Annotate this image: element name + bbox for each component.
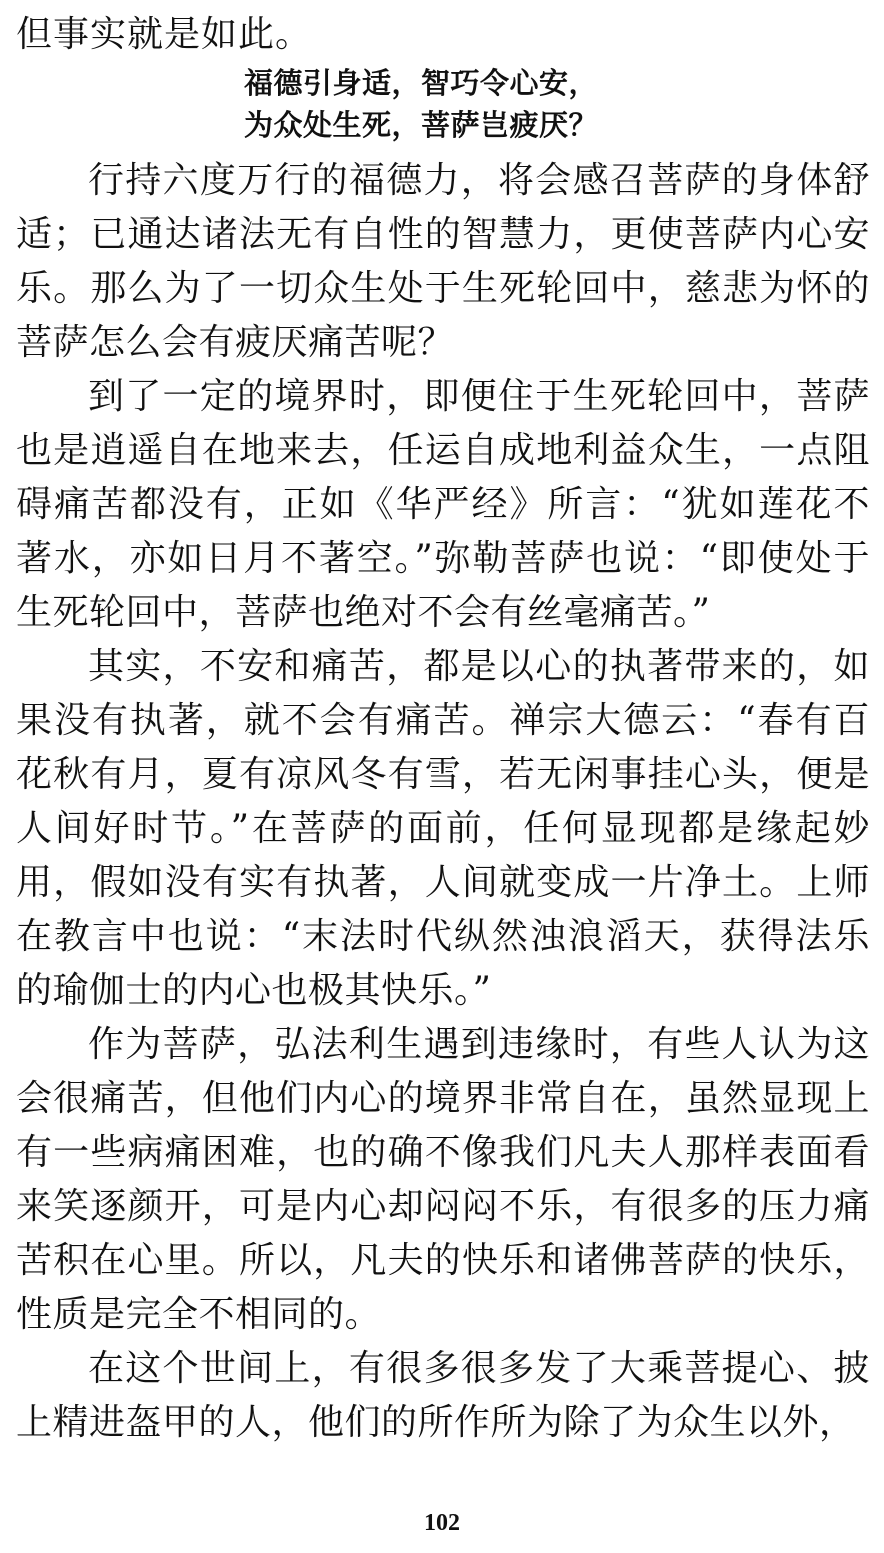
- verse-line-2: 为众处生死，菩萨岂疲厌？: [244, 108, 599, 142]
- page-number: 102: [424, 1510, 460, 1536]
- verse-block: [244, 62, 870, 146]
- verse-line-1: 福德引身适，智巧令心安，: [244, 66, 599, 100]
- paragraph-4: 作为菩萨，弘法利生遇到违缘时，有些人认为这会很痛苦，但他们内心的境界非常自在，虽然显现上有一些病痛困难，也的确不像我们凡夫人那样表面看来笑逐颜开，可是内心却闷闷不乐，有很多的压力痛苦积在心里。所以，凡夫的快乐和诸佛菩萨的快乐，性质是完全不相同的。: [16, 1024, 870, 1335]
- paragraph-2: 到了一定的境界时，即便住于生死轮回中，菩萨也是逍遥自在地来去，任运自成地利益众生，一点阻碍痛苦都没有，正如《华严经》所言：“犹如莲花不著水，亦如日月不著空。”弥勒菩萨也说：“即使处于生死轮回中，菩萨也绝对不会有丝毫痛苦。”: [16, 376, 870, 633]
- opening-line: 但事实就是如此。: [16, 14, 313, 55]
- paragraph-3: 其实，不安和痛苦，都是以心的执著带来的，如果没有执著，就不会有痛苦。禅宗大德云：“春有百花秋有月，夏有凉风冬有雪，若无闲事挂心头，便是人间好时节。”在菩萨的面前，任何显现都是缘起妙用，假如没有实有执著，人间就变成一片净土。上师在教言中也说：“末法时代纵然浊浪滔天，获得法乐的瑜伽士的内心也极其快乐。”: [16, 646, 870, 1011]
- paragraph-1: 行持六度万行的福德力，将会感召菩萨的身体舒适；已通达诸法无有自性的智慧力，更使菩萨内心安乐。那么为了一切众生处于生死轮回中，慈悲为怀的菩萨怎么会有疲厌痛苦呢？: [16, 160, 870, 363]
- paragraph-5: 在这个世间上，有很多很多发了大乘菩提心、披上精进盔甲的人，他们的所作所为除了为众生以外，: [16, 1348, 870, 1443]
